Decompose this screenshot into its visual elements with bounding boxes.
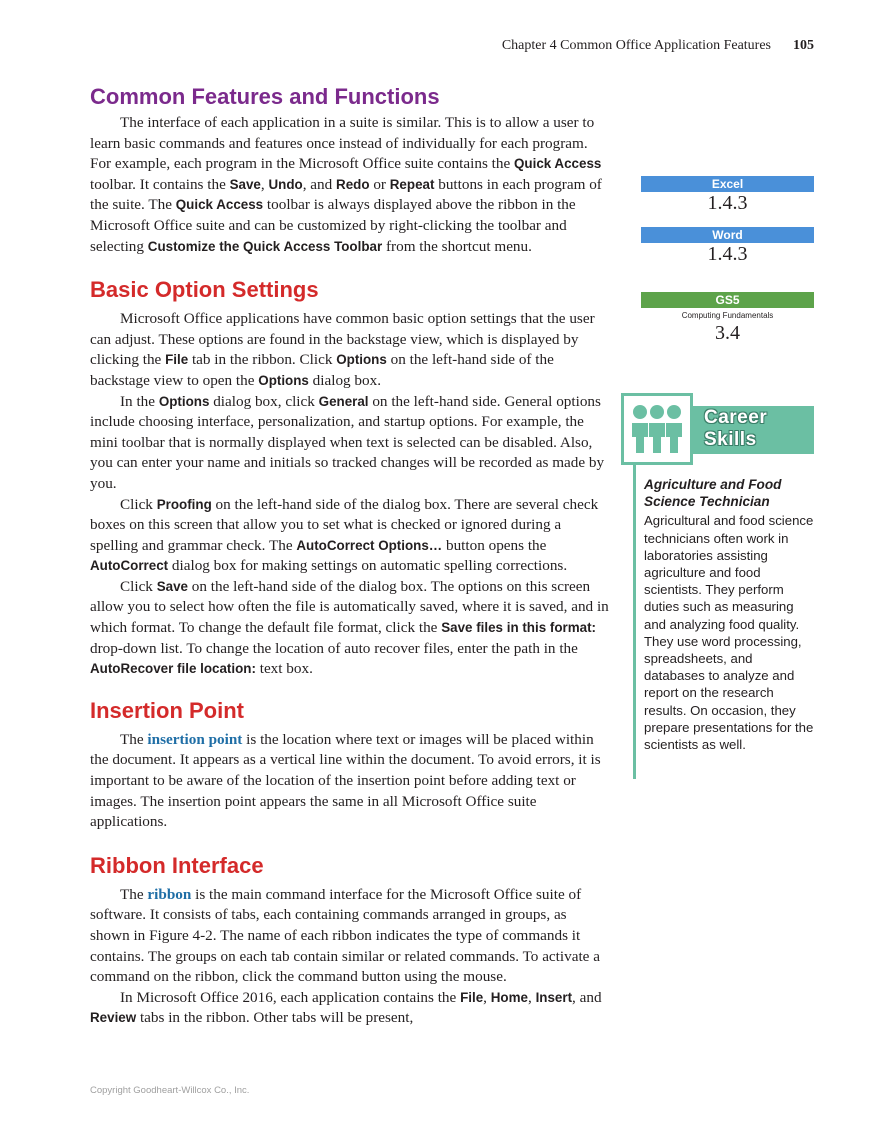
paragraph: The interface of each application in a suite is similar. This is to allow a user to learn basic commands and features once instead of individually for each program. For example, each program in the Microsoft Office suite contains the Quick Access toolbar. It contains the Save, Undo, and Redo or Repeat buttons in each program of the suite. The Quick Access toolbar is always displayed above the ribbon in the Microsoft Office suite and can be customized by right-clicking the toolbar and selecting Customize the Quick Access Toolbar from the shortcut menu. [90,114,602,255]
career-job-title: Agriculture and Food Science Technician [644,477,782,510]
cert-word [641,227,814,265]
heading-ribbon-interface: Ribbon Interface [90,852,264,878]
main-column [90,84,610,1029]
cert-word-number: 1.4.3 [707,243,748,265]
cert-excel [641,176,814,214]
cert-gs5-subtitle: Computing Fundamentals [681,311,774,320]
career-skills-body [644,476,814,753]
cert-gs5-label: GS5 [641,292,814,308]
heading-common-features: Common Features and Functions [90,84,440,109]
section-ribbon [90,853,610,1029]
chapter-title: Chapter 4 Common Office Application Features [501,38,771,53]
cert-excel-label: Excel [641,176,814,192]
paragraph: In the Options dialog box, click General on the left-hand side. General options include choosing interface, personalization, and startup options. For example, the mini toolbar that is normally displayed when text is selected can be disabled. Also, you can enter your name and initials so tracked changes will be recorded as made by you. [90,392,605,492]
cert-gs5 [641,292,814,344]
glossary-term: ribbon [147,885,192,903]
section-insertion-point [90,698,610,833]
paragraph: Click Proofing on the left-hand side of the dialog box. There are several check boxes on this screen that allow you to set what is checked or ignored during a spelling and grammar check. The AutoCorrect Options… button opens the AutoCorrect dialog box for making settings on automatic spelling corrections. [90,495,599,575]
paragraph: The ribbon is the main command interface for the Microsoft Office suite of software. It consists of tabs, each containing commands arranged in groups, as shown in Figure 4-2. The name of each ribbon indicates the type of commands it contains. The groups on each tab contain similar or related commands. To activate a command on the ribbon, click the command button using the mouse. [90,885,600,986]
paragraph: Microsoft Office applications have common basic option settings that the user can adjust. These options are found in the backstage view, which is displayed by clicking the File tab in the ribbon. Click Options on the left-hand side of the backstage view to open the Options dialog box. [90,310,595,389]
paragraph: In Microsoft Office 2016, each application contains the File, Home, Insert, and Review tabs in the ribbon. Other tabs will be present, [90,988,602,1027]
paragraph: The insertion point is the location where text or images will be placed within the document. It appears as a vertical line within the document. To avoid errors, it is important to be aware of the location of the insertion point before adding text or images. The insertion point appears the same in all Microsoft Office suite applications. [90,730,601,831]
cert-word-label: Word [641,227,814,243]
heading-insertion-point: Insertion Point [90,697,244,723]
people-icon [629,401,685,457]
running-header [502,38,814,54]
section-common-features [90,84,610,257]
career-skills-rule [633,465,636,779]
copyright-footer: Copyright Goodheart-Willcox Co., Inc. [90,1085,250,1096]
cert-excel-number: 1.4.3 [707,192,748,214]
career-skills-icon-box [621,393,693,465]
career-description: Agricultural and food science technicians often work in laboratories assisting agriculture and food scientists. They perform duties such as measuring and analyzing food quality. They use word processing, spreadsheets, and databases to analyze and report on the research results. On occasion, they prepare presentations for the scientists as well. [644,513,814,753]
section-basic-options [90,277,610,680]
page-number: 105 [793,38,814,53]
career-skills-title: Career Skills [704,407,768,450]
paragraph: Click Save on the left-hand side of the dialog box. The options on this screen allow you to select how often the file is automatically saved, where it is saved, and in which format. To change the default file format, click the Save files in this format: drop-down list. To change the location of auto recover files, enter the path in the AutoRecover file location: text box. [90,577,609,678]
heading-basic-options: Basic Option Settings [90,277,319,303]
cert-gs5-number: 3.4 [715,322,740,344]
glossary-term: insertion point [147,730,243,748]
